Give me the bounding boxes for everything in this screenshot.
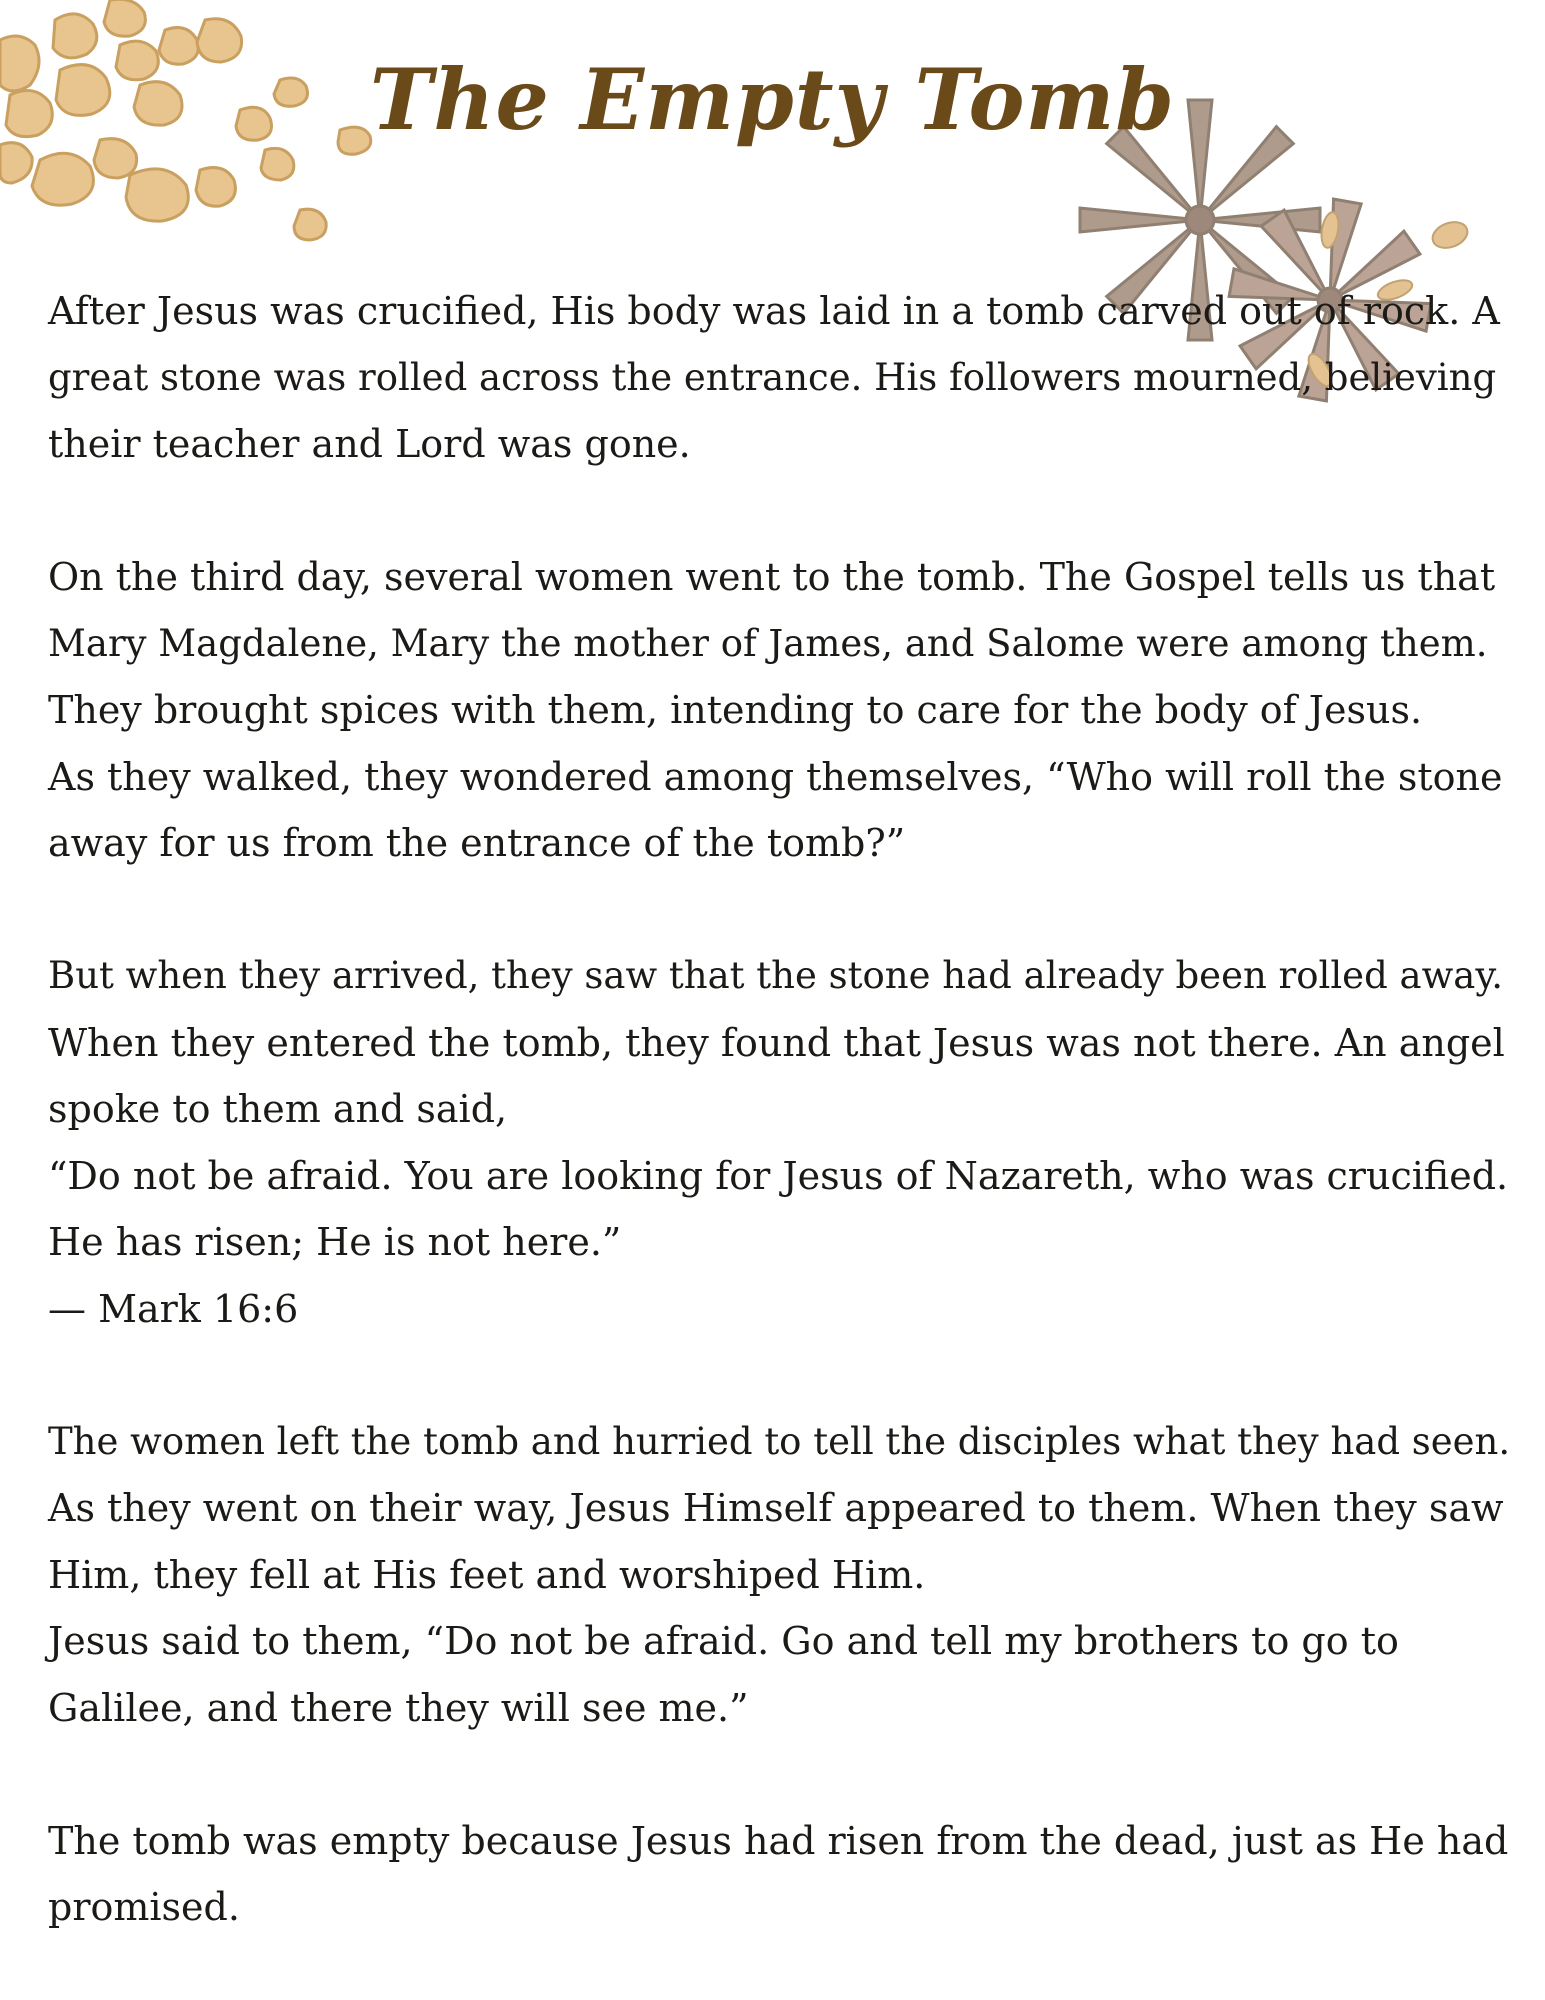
text-line: promised. <box>48 1885 240 1929</box>
scripture-reference: — Mark 16:6 <box>48 1286 299 1331</box>
text-line: After Jesus was crucified, His body was laid in a tomb carved out of rock. A <box>48 289 1500 333</box>
text-line: away for us from the entrance of the tomb?” <box>48 821 906 865</box>
text-line: The women left the tomb and hurried to tell the disciples what they had seen. <box>48 1419 1511 1463</box>
text-line: On the third day, several women went to the tomb. The Gospel tells us that <box>48 555 1496 599</box>
paragraph <box>48 544 1518 877</box>
page-title: The Empty Tomb <box>369 50 1176 149</box>
text-line: “Do not be afraid. You are looking for Jesus of Nazareth, who was crucified. <box>48 1153 1509 1198</box>
text-line: Galilee, and there they will see me.” <box>48 1685 749 1730</box>
paragraph <box>48 278 1518 478</box>
text-line: Mary Magdalene, Mary the mother of James, and Salome were among them. <box>48 621 1488 665</box>
text-line: When they entered the tomb, they found that Jesus was not there. An angel <box>48 1020 1505 1065</box>
story-body <box>48 278 1518 1941</box>
text-line: As they walked, they wondered among themselves, “Who will roll the stone <box>48 754 1503 799</box>
paragraph <box>48 1808 1518 1941</box>
text-line: their teacher and Lord was gone. <box>48 422 691 466</box>
text-line: They brought spices with them, intending to care for the body of Jesus. <box>48 688 1423 732</box>
text-line: The tomb was empty because Jesus had risen from the dead, just as He had <box>48 1818 1509 1863</box>
text-line: He has risen; He is not here.” <box>48 1220 622 1264</box>
text-line: As they went on their way, Jesus Himself appeared to them. When they saw <box>48 1486 1504 1530</box>
paragraph <box>48 1409 1518 1742</box>
text-line: great stone was rolled across the entrance. His followers mourned, believing <box>48 355 1497 399</box>
paragraph <box>48 943 1518 1342</box>
text-line: Jesus said to them, “Do not be afraid. Go and tell my brothers to go to <box>48 1619 1399 1663</box>
text-line: spoke to them and said, <box>48 1087 508 1131</box>
text-line: But when they arrived, they saw that the stone had already been rolled away. <box>48 954 1504 997</box>
text-line: Him, they fell at His feet and worshiped Him. <box>48 1552 926 1597</box>
